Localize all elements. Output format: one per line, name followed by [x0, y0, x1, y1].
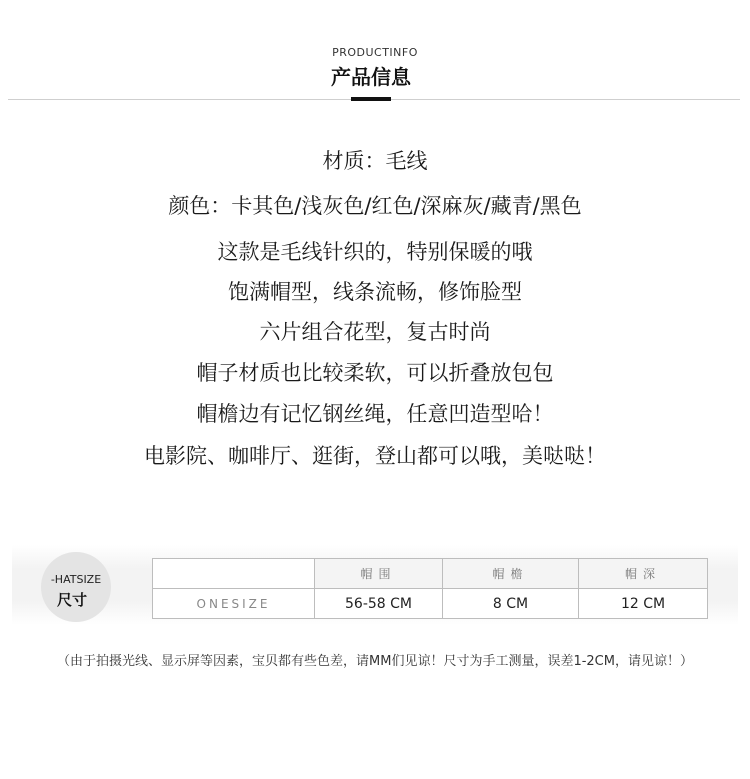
feature-line: 帽檐边有记忆钢丝绳，任意凹造型哈！ — [196, 402, 554, 426]
size-table-header-row — [153, 559, 708, 589]
feature-line: 帽子材质也比较柔软，可以折叠放包包 — [196, 361, 554, 385]
size-table-cell: 56-58 CM — [315, 589, 443, 619]
feature-line: 电影院、咖啡厅、逛街，登山都可以哦，美哒哒！ — [144, 444, 606, 468]
material-text: 材质：毛线 — [322, 149, 428, 173]
size-table-cell: 8 CM — [443, 589, 579, 619]
hat-size-badge — [41, 552, 111, 622]
badge-label-cn: 尺寸 — [56, 591, 87, 609]
disclaimer-text: （由于拍摄光线、显示屏等因素，宝贝都有些色差，请MM们见谅！尺寸为手工测量，误差1-2CM，请见谅！） — [57, 654, 693, 669]
header-accent-bar — [351, 97, 391, 101]
size-table-header-cell — [153, 559, 315, 589]
feature-line: 饱满帽型，线条流畅，修饰脸型 — [228, 280, 522, 304]
size-table-row — [153, 589, 708, 619]
size-table-cell: 12 CM — [579, 589, 708, 619]
feature-line: 这款是毛线针织的，特别保暖的哦 — [217, 240, 533, 264]
header-title: 产品信息 — [331, 65, 411, 89]
feature-line: 六片组合花型，复古时尚 — [259, 320, 491, 344]
header-subtitle: PRODUCTINFO — [332, 46, 418, 59]
badge-label-en: -HATSIZE — [50, 573, 102, 586]
size-table-header-cell: 帽围 — [315, 559, 443, 589]
colors-text: 颜色：卡其色/浅灰色/红色/深麻灰/藏青/黑色 — [168, 194, 582, 218]
size-table-header-cell: 帽檐 — [443, 559, 579, 589]
size-table-header-cell: 帽深 — [579, 559, 708, 589]
size-row-label: ONESIZE — [153, 589, 315, 619]
size-table — [152, 558, 708, 619]
